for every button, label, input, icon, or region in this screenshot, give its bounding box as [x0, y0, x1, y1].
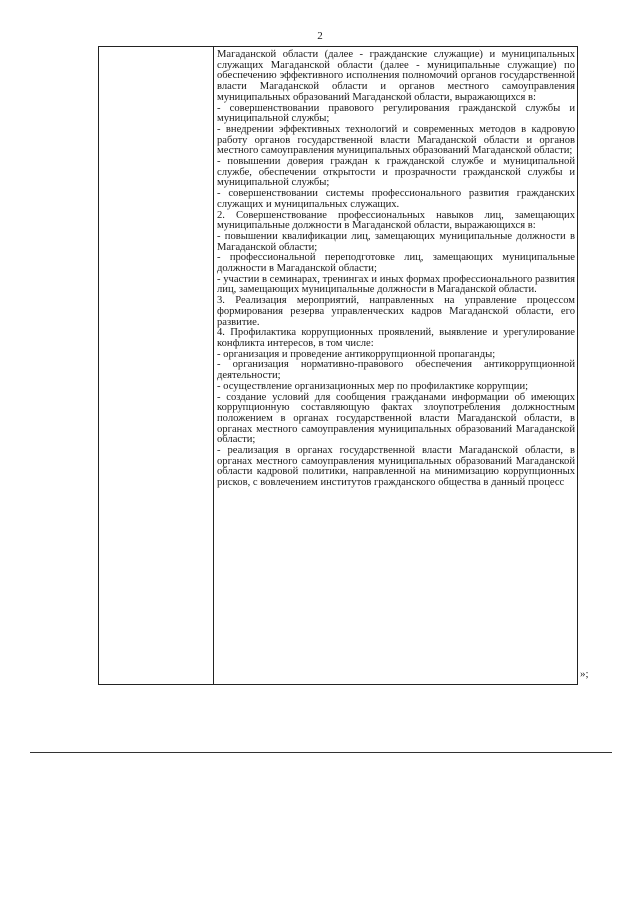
- paragraph: - совершенствовании системы профессионального развития гражданских служащих и муниципальных служащих.: [217, 188, 575, 210]
- column-divider: [213, 47, 214, 684]
- paragraph: - совершенствовании правового регулирования гражданской службы и муниципальной службы;: [217, 102, 575, 125]
- paragraph: - участии в семинарах, тренингах и иных формах профессионального развития лиц, замещающих муниципальные должности в Магаданской области.: [217, 273, 575, 296]
- paragraph: - внедрении эффективных технологий и современных методов в кадровую работу органов государственной власти Магаданской области и органов местного самоуправления муниципальных образований Магаданской области;: [217, 123, 575, 157]
- paragraph: - реализация в органах государственной власти Магаданской области, в органах местного самоуправления муниципальных образований Магаданской области кадровой политики, направленной на минимизацию коррупционных рисков, с вовлечением институтов гражданского общества в данный процесс: [217, 445, 575, 489]
- paragraph: Магаданской области (далее - гражданские служащие) и муниципальных служащих Магаданской области (далее - муниципальные служащие) по обеспечению эффективного исполнения полномочий органов государственной власти Магаданской области и органов местного самоуправления муниципальных образований Магаданской области, выражающихся в:: [217, 49, 575, 103]
- paragraph: - организация и проведение антикоррупционной пропаганды;: [217, 348, 496, 360]
- closing-quote: »;: [580, 668, 589, 680]
- paragraph: - организация нормативно-правового обеспечения антикоррупционной деятельности;: [217, 359, 575, 382]
- paragraph: - профессиональной переподготовке лиц, замещающих муниципальные должности в Магаданской области;: [217, 252, 575, 275]
- text-cell: [217, 50, 575, 489]
- paragraph: 4. Профилактика коррупционных проявлений, выявление и урегулирование конфликта интересов, в том числе:: [217, 327, 575, 349]
- paragraph: - осуществление организационных мер по профилактике коррупции;: [217, 380, 529, 392]
- footer-divider: [30, 752, 612, 753]
- page-number: 2: [317, 30, 323, 42]
- paragraph: - повышении доверия граждан к гражданской службе и муниципальной службе, обеспечении открытости и прозрачности гражданской службы и муниципальной службы;: [217, 156, 575, 189]
- paragraph: 2. Совершенствование профессиональных навыков лиц, замещающих муниципальные должности в Магаданской области, выражающихся в:: [217, 209, 575, 232]
- paragraph: 3. Реализация мероприятий, направленных на управление процессом формирования резерва управленческих кадров Магаданской области, его развитие.: [217, 295, 575, 328]
- paragraph: - создание условий для сообщения гражданами информации об имеющих коррупционную составляющую фактах злоупотребления должностным положением в органах государственной власти Магаданской области, в органах местного самоуправления муниципальных образований Магаданской области;: [217, 391, 575, 446]
- content-table: [98, 46, 578, 685]
- paragraph: - повышении квалификации лиц, замещающих муниципальные должности в Магаданской области;: [217, 230, 575, 253]
